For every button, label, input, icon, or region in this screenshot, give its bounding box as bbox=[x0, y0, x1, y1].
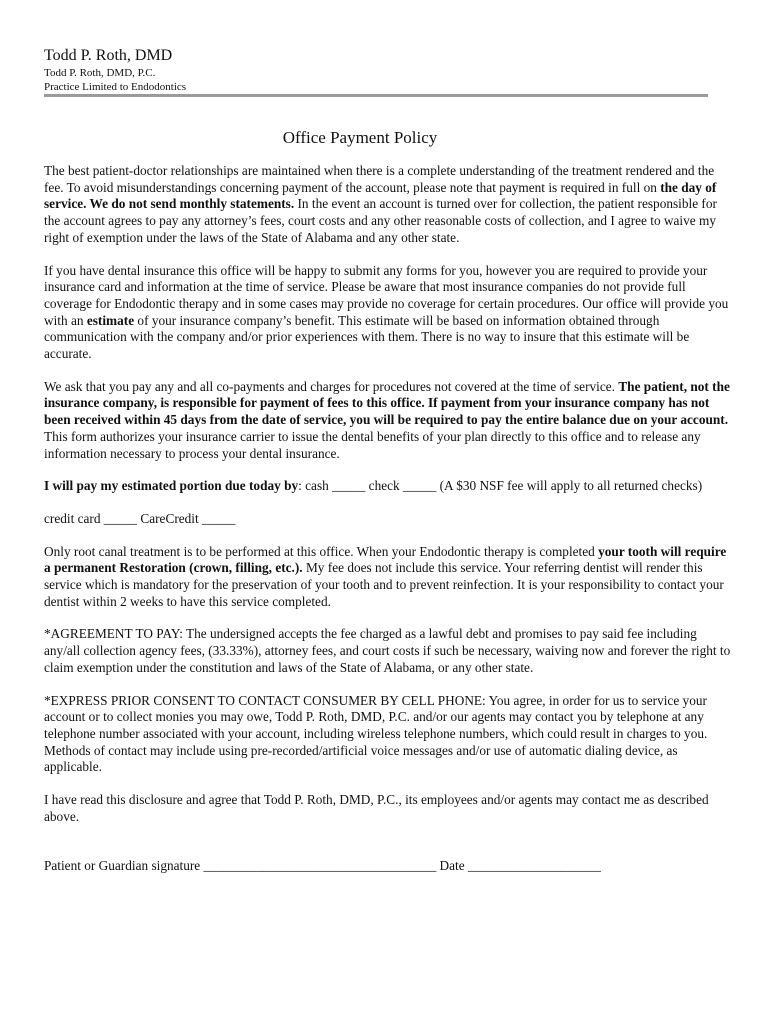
p2-text-a: If you have dental insurance this office will be happy to submit any forms for you, however you are required to provide your insurance card and information at the time of service. Please be aware that most insurance companies do not provide full coverage for Endodontic therapy and in some cases may provide no coverage for certain procedures. Our office will provide you with an bbox=[44, 262, 729, 328]
p1-text-a: The best patient-doctor relationships are maintained when there is a complete understanding of the treatment rendered and the fee. To avoid misunderstandings concerning payment of the account, please note that payment is required in full on bbox=[44, 163, 715, 195]
paragraph-payment-terms bbox=[44, 163, 734, 247]
paragraph-disclosure-ack: I have read this disclosure and agree that Todd P. Roth, DMD, P.C., its employees and/or agents may contact me as described above. bbox=[44, 792, 709, 824]
p6-text-c: My fee does not include this service. Your referring dentist will render this service which is mandatory for the preservation of your tooth and to prevent reinfection. It is your responsibility to contact your dentist within 2 weeks to have this service completed. bbox=[44, 560, 724, 609]
paragraph-agreement-to-pay: *AGREEMENT TO PAY: The undersigned accepts the fee charged as a lawful debt and promises to pay said fee including any/all collection agency fees, (33.33%), attorney fees, and court costs if such be necessary, waiving now and forever the right to claim exemption under the constitution and laws of the State of Alabama, or any other state. bbox=[44, 626, 731, 675]
paragraph-insurance bbox=[44, 263, 734, 363]
policy-body bbox=[44, 163, 734, 874]
p3-text-a: We ask that you pay any and all co-payments and charges for procedures not covered at the time of service. bbox=[44, 378, 619, 394]
letterhead bbox=[44, 46, 708, 94]
paragraph-cell-phone-consent: *EXPRESS PRIOR CONSENT TO CONTACT CONSUMER BY CELL PHONE: You agree, in order for us to service your account or to collect monies you may owe, Todd P. Roth, DMD, P.C. and/or our agents may contact you by telephone at any telephone number associated with your account, including wireless telephone numbers, which could result in charges to you. Methods of contact may include using pre-recorded/artificial voice messages and/or use of automatic dialing device, as applicable. bbox=[44, 692, 708, 775]
p4-text-b: : cash _____ check _____ (A $30 NSF fee will apply to all returned checks) bbox=[298, 478, 703, 494]
p2-text-c: of your insurance company’s benefit. This estimate will be based on information obtained through communication with the company and/or prior experiences with them. There is no way to insure that this estimate will be accurate. bbox=[44, 312, 690, 362]
paragraph-payment-method bbox=[44, 478, 734, 495]
p3-text-c: This form authorizes your insurance carrier to issue the dental benefits of your plan directly to this office and to release any information necessary to process your dental insurance. bbox=[44, 428, 701, 461]
p3-bold: The patient, not the insurance company, is responsible for payment of fees to this office. If payment from your insurance company has not been received within 45 days from the date of service, you will be required to pay the entire balance due on your account. bbox=[44, 378, 730, 428]
p4-bold: I will pay my estimated portion due today by bbox=[44, 478, 299, 494]
signature-line[interactable]: Patient or Guardian signature ___________________________________ Date ____________________ bbox=[44, 857, 601, 873]
p2-bold: estimate bbox=[86, 312, 135, 328]
p6-text-a: Only root canal treatment is to be performed at this office. When your Endodontic therapy is completed bbox=[44, 543, 599, 559]
practice-scope: Practice Limited to Endodontics bbox=[44, 81, 187, 93]
doctor-name: Todd P. Roth, DMD bbox=[44, 47, 173, 64]
p1-bold: the day of service. We do not send monthly statements. bbox=[44, 179, 717, 212]
paragraph-restoration bbox=[44, 544, 734, 611]
paragraph-copayments bbox=[44, 379, 734, 463]
paragraph-credit-options: credit card _____ CareCredit _____ bbox=[44, 510, 236, 526]
p6-bold: your tooth will require a permanent Restoration (crown, filling, etc.). bbox=[44, 543, 727, 576]
practice-name: Todd P. Roth, DMD, P.C. bbox=[44, 67, 156, 79]
header-divider bbox=[44, 94, 708, 97]
document-title: Office Payment Policy bbox=[282, 128, 438, 147]
p1-text-c: In the event an account is turned over for collection, the patient responsible for the account agrees to pay any attorney’s fees, court costs and any other reasonable costs of collection, and I agree to waive my right of exemption under the laws of the State of Alabama and any other state. bbox=[44, 196, 717, 245]
